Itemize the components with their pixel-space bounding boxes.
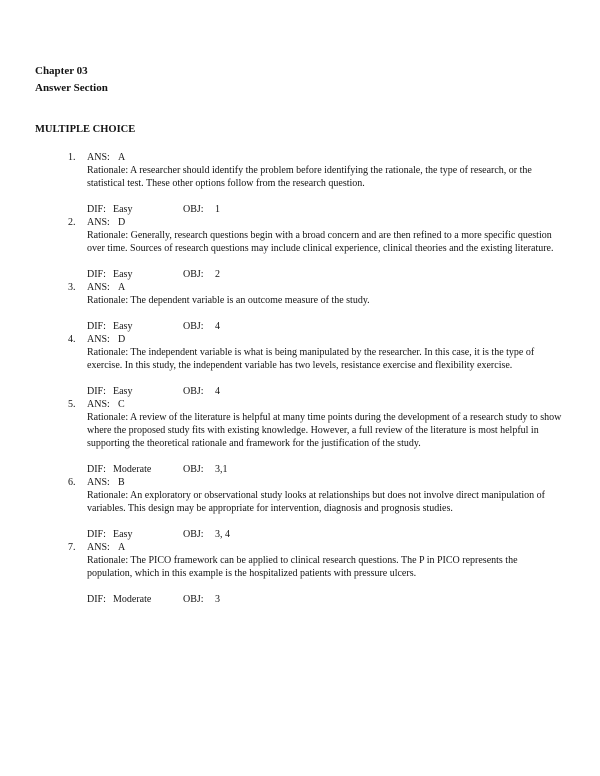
dif-label: DIF: xyxy=(87,464,106,475)
obj-value: 3,1 xyxy=(215,464,228,475)
ans-label: ANS: xyxy=(87,217,110,228)
obj-value: 1 xyxy=(215,204,220,215)
answer-line xyxy=(87,476,565,489)
rationale-text: Rationale: The dependent variable is an outcome measure of the study. xyxy=(87,295,370,306)
obj-label: OBJ: xyxy=(183,464,204,475)
dif-obj-line xyxy=(87,463,565,476)
ans-value: D xyxy=(118,217,126,228)
rationale-text: Rationale: The independent variable is what is being manipulated by the researcher. In this case, it is the type of exercise. In this study, the independent variable has two levels, resistance exercise and flexibility exercise. xyxy=(87,347,535,371)
obj-label: OBJ: xyxy=(183,269,204,280)
dif-label: DIF: xyxy=(87,529,106,540)
obj-label: OBJ: xyxy=(183,529,204,540)
dif-obj-line xyxy=(87,385,565,398)
dif-value: Moderate xyxy=(113,464,152,475)
doc-subtitle: Answer Section xyxy=(35,82,108,94)
question-list xyxy=(35,151,567,606)
rationale-text: Rationale: Generally, research questions begin with a broad concern and are then refined to a more specific question over time. Sources of research questions may include clinical experience, clinical theories and the existing literature. xyxy=(87,230,554,254)
ans-label: ANS: xyxy=(87,152,110,163)
dif-value: Easy xyxy=(113,204,133,215)
ans-label: ANS: xyxy=(87,334,110,345)
dif-obj-line xyxy=(87,203,565,216)
question-number: 1. xyxy=(68,152,76,163)
ans-label: ANS: xyxy=(87,282,110,293)
question-item-3 xyxy=(35,281,565,333)
question-item-1 xyxy=(35,151,565,216)
question-item-7 xyxy=(35,541,565,606)
answer-line xyxy=(87,541,565,554)
answer-line xyxy=(87,216,565,229)
ans-value: A xyxy=(118,542,126,553)
doc-title: Chapter 03 xyxy=(35,65,88,77)
ans-value: B xyxy=(118,477,125,488)
ans-label: ANS: xyxy=(87,542,110,553)
dif-value: Easy xyxy=(113,269,133,280)
obj-value: 4 xyxy=(215,386,220,397)
dif-obj-line xyxy=(87,320,565,333)
ans-label: ANS: xyxy=(87,477,110,488)
dif-label: DIF: xyxy=(87,386,106,397)
rationale-text: Rationale: A review of the literature is helpful at many time points during the development of a research study to show where the proposed study fits with existing knowledge. However, a full review of the literature is most helpful in supporting the theoretical rationale and framework for the justification of the study. xyxy=(87,412,562,449)
dif-label: DIF: xyxy=(87,204,106,215)
question-number: 4. xyxy=(68,334,76,345)
question-number: 7. xyxy=(68,542,76,553)
dif-obj-line xyxy=(87,593,565,606)
obj-label: OBJ: xyxy=(183,386,204,397)
ans-value: A xyxy=(118,282,126,293)
ans-value: D xyxy=(118,334,126,345)
obj-label: OBJ: xyxy=(183,204,204,215)
rationale-text: Rationale: The PICO framework can be applied to clinical research questions. The P in PICO represents the population, which in this example is the hospitalized patients with pressure ulcers. xyxy=(87,555,518,579)
dif-label: DIF: xyxy=(87,269,106,280)
dif-label: DIF: xyxy=(87,594,106,605)
dif-obj-line xyxy=(87,528,565,541)
obj-label: OBJ: xyxy=(183,594,204,605)
question-item-5 xyxy=(35,398,565,476)
dif-label: DIF: xyxy=(87,321,106,332)
document-header xyxy=(35,63,567,97)
rationale-text: Rationale: A researcher should identify the problem before identifying the rationale, the type of research, or the statistical test. These other options follow from the research question. xyxy=(87,165,532,189)
obj-value: 3, 4 xyxy=(215,529,230,540)
answer-line xyxy=(87,281,565,294)
obj-value: 4 xyxy=(215,321,220,332)
dif-obj-line xyxy=(87,268,565,281)
question-item-6 xyxy=(35,476,565,541)
dif-value: Easy xyxy=(113,529,133,540)
question-item-2 xyxy=(35,216,565,281)
obj-value: 3 xyxy=(215,594,220,605)
rationale-text: Rationale: An exploratory or observational study looks at relationships but does not involve direct manipulation of variables. This design may be appropriate for intervention, diagnosis and prognosis studies. xyxy=(87,490,545,514)
question-number: 2. xyxy=(68,217,76,228)
ans-value: C xyxy=(118,399,125,410)
section-heading: MULTIPLE CHOICE xyxy=(35,124,136,135)
dif-value: Easy xyxy=(113,321,133,332)
ans-label: ANS: xyxy=(87,399,110,410)
answer-line xyxy=(87,151,565,164)
dif-value: Moderate xyxy=(113,594,152,605)
dif-value: Easy xyxy=(113,386,133,397)
question-number: 6. xyxy=(68,477,76,488)
obj-label: OBJ: xyxy=(183,321,204,332)
question-number: 5. xyxy=(68,399,76,410)
obj-value: 2 xyxy=(215,269,220,280)
question-number: 3. xyxy=(68,282,76,293)
question-item-4 xyxy=(35,333,565,398)
answer-line xyxy=(87,398,565,411)
answer-line xyxy=(87,333,565,346)
ans-value: A xyxy=(118,152,126,163)
